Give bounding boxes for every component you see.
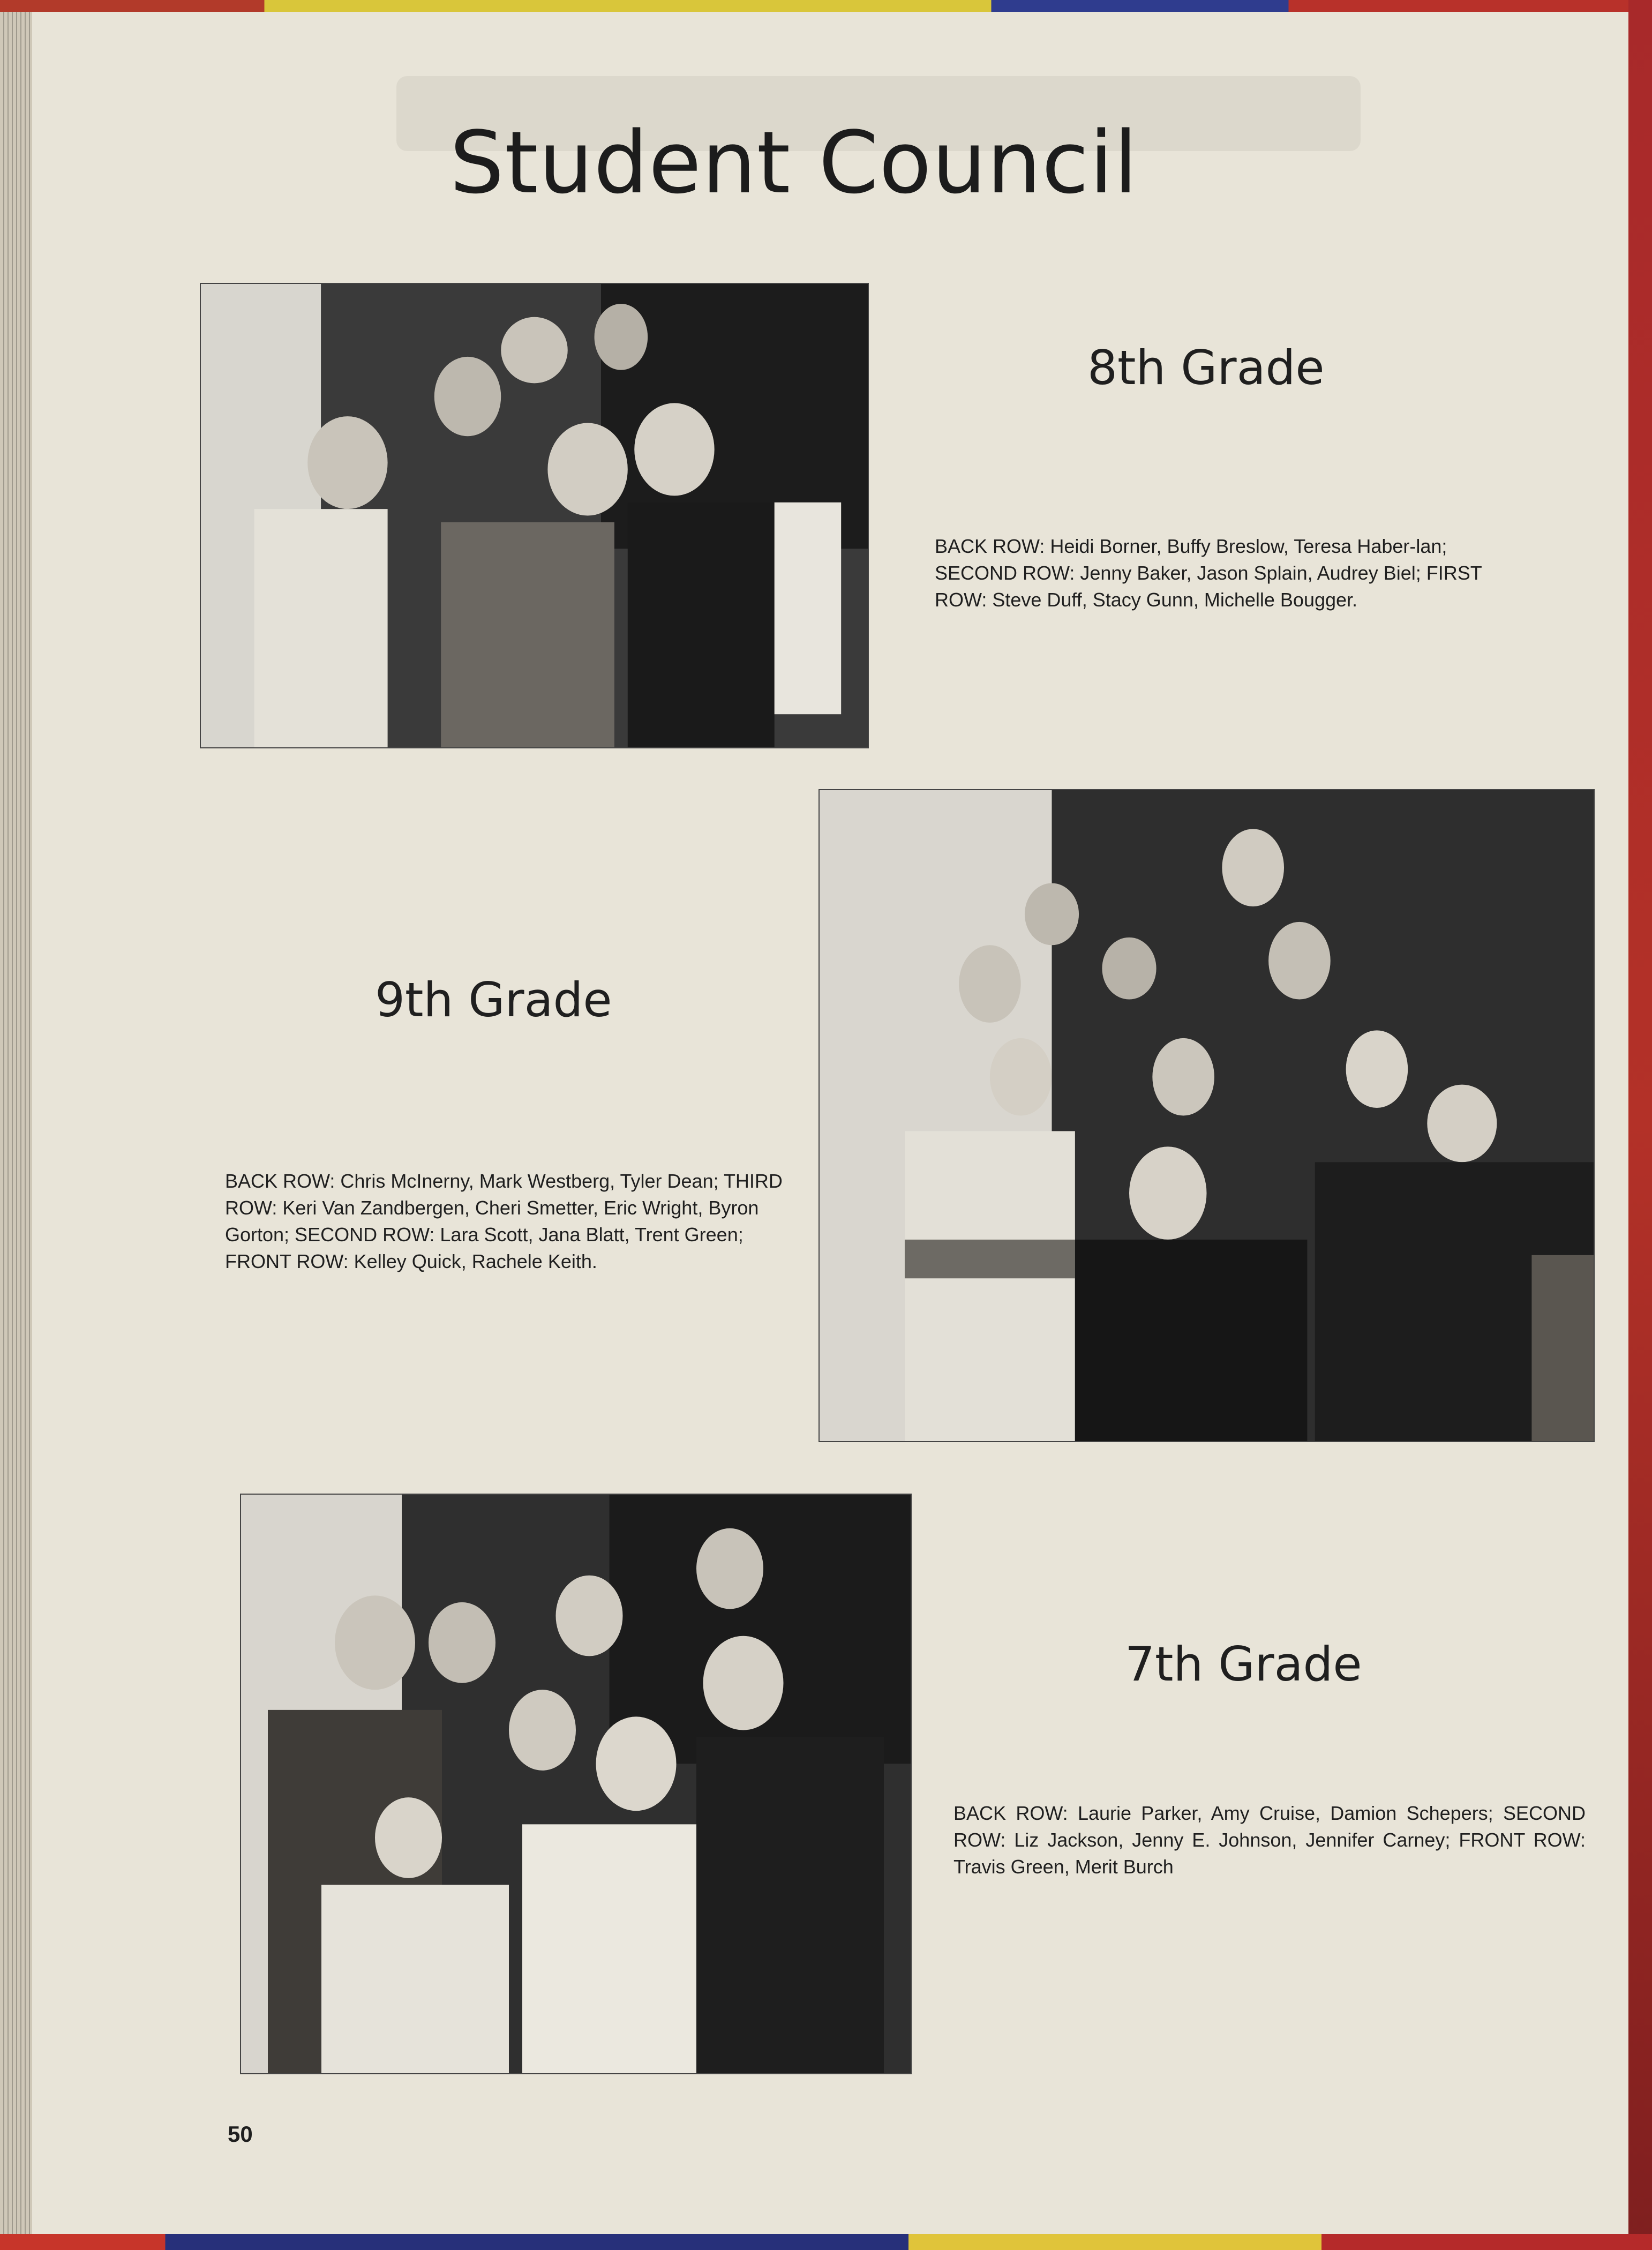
caption-7th-grade: BACK ROW: Laurie Parker, Amy Cruise, Damion Schepers; SECOND ROW: Liz Jackson, Jenny E. Johnson, Jennifer Carney; FRONT ROW: Travis Green, Merit Burch xyxy=(953,1802,1586,1878)
photo-7th-grade xyxy=(241,1495,911,2073)
grade-heading-9th: 9th Grade xyxy=(375,972,612,1028)
page-number: 50 xyxy=(228,2121,253,2147)
photo-9th-grade xyxy=(820,790,1594,1441)
grade-heading-7th: 7th Grade xyxy=(1125,1637,1362,1692)
group-photo-image xyxy=(820,790,1594,1441)
grade-heading-8th: 8th Grade xyxy=(1087,340,1325,395)
photo-8th-grade xyxy=(201,284,868,747)
book-edge-right xyxy=(1628,0,1652,2250)
page-title: Student Council xyxy=(449,112,1138,213)
group-photo-image xyxy=(241,1495,911,2073)
book-edge-top xyxy=(0,0,1652,12)
caption-9th-grade: BACK ROW: Chris McInerny, Mark Westberg, Tyler Dean; THIRD ROW: Keri Van Zandbergen, Cheri Smetter, Eric Wright, Byron Gorton; SECOND ROW: Lara Scott, Jana Blatt, Trent Green; FRONT ROW: Kelley Quick, Rachele Keith. xyxy=(225,1170,783,1272)
book-page-edges xyxy=(0,12,32,2234)
group-photo-image xyxy=(201,284,868,747)
caption-8th-grade: BACK ROW: Heidi Borner, Buffy Breslow, Teresa Haber-lan; SECOND ROW: Jenny Baker, Jason Splain, Audrey Biel; FIRST ROW: Steve Duff, Stacy Gunn, Michelle Bougger. xyxy=(935,535,1482,611)
book-edge-bottom xyxy=(0,2234,1652,2250)
